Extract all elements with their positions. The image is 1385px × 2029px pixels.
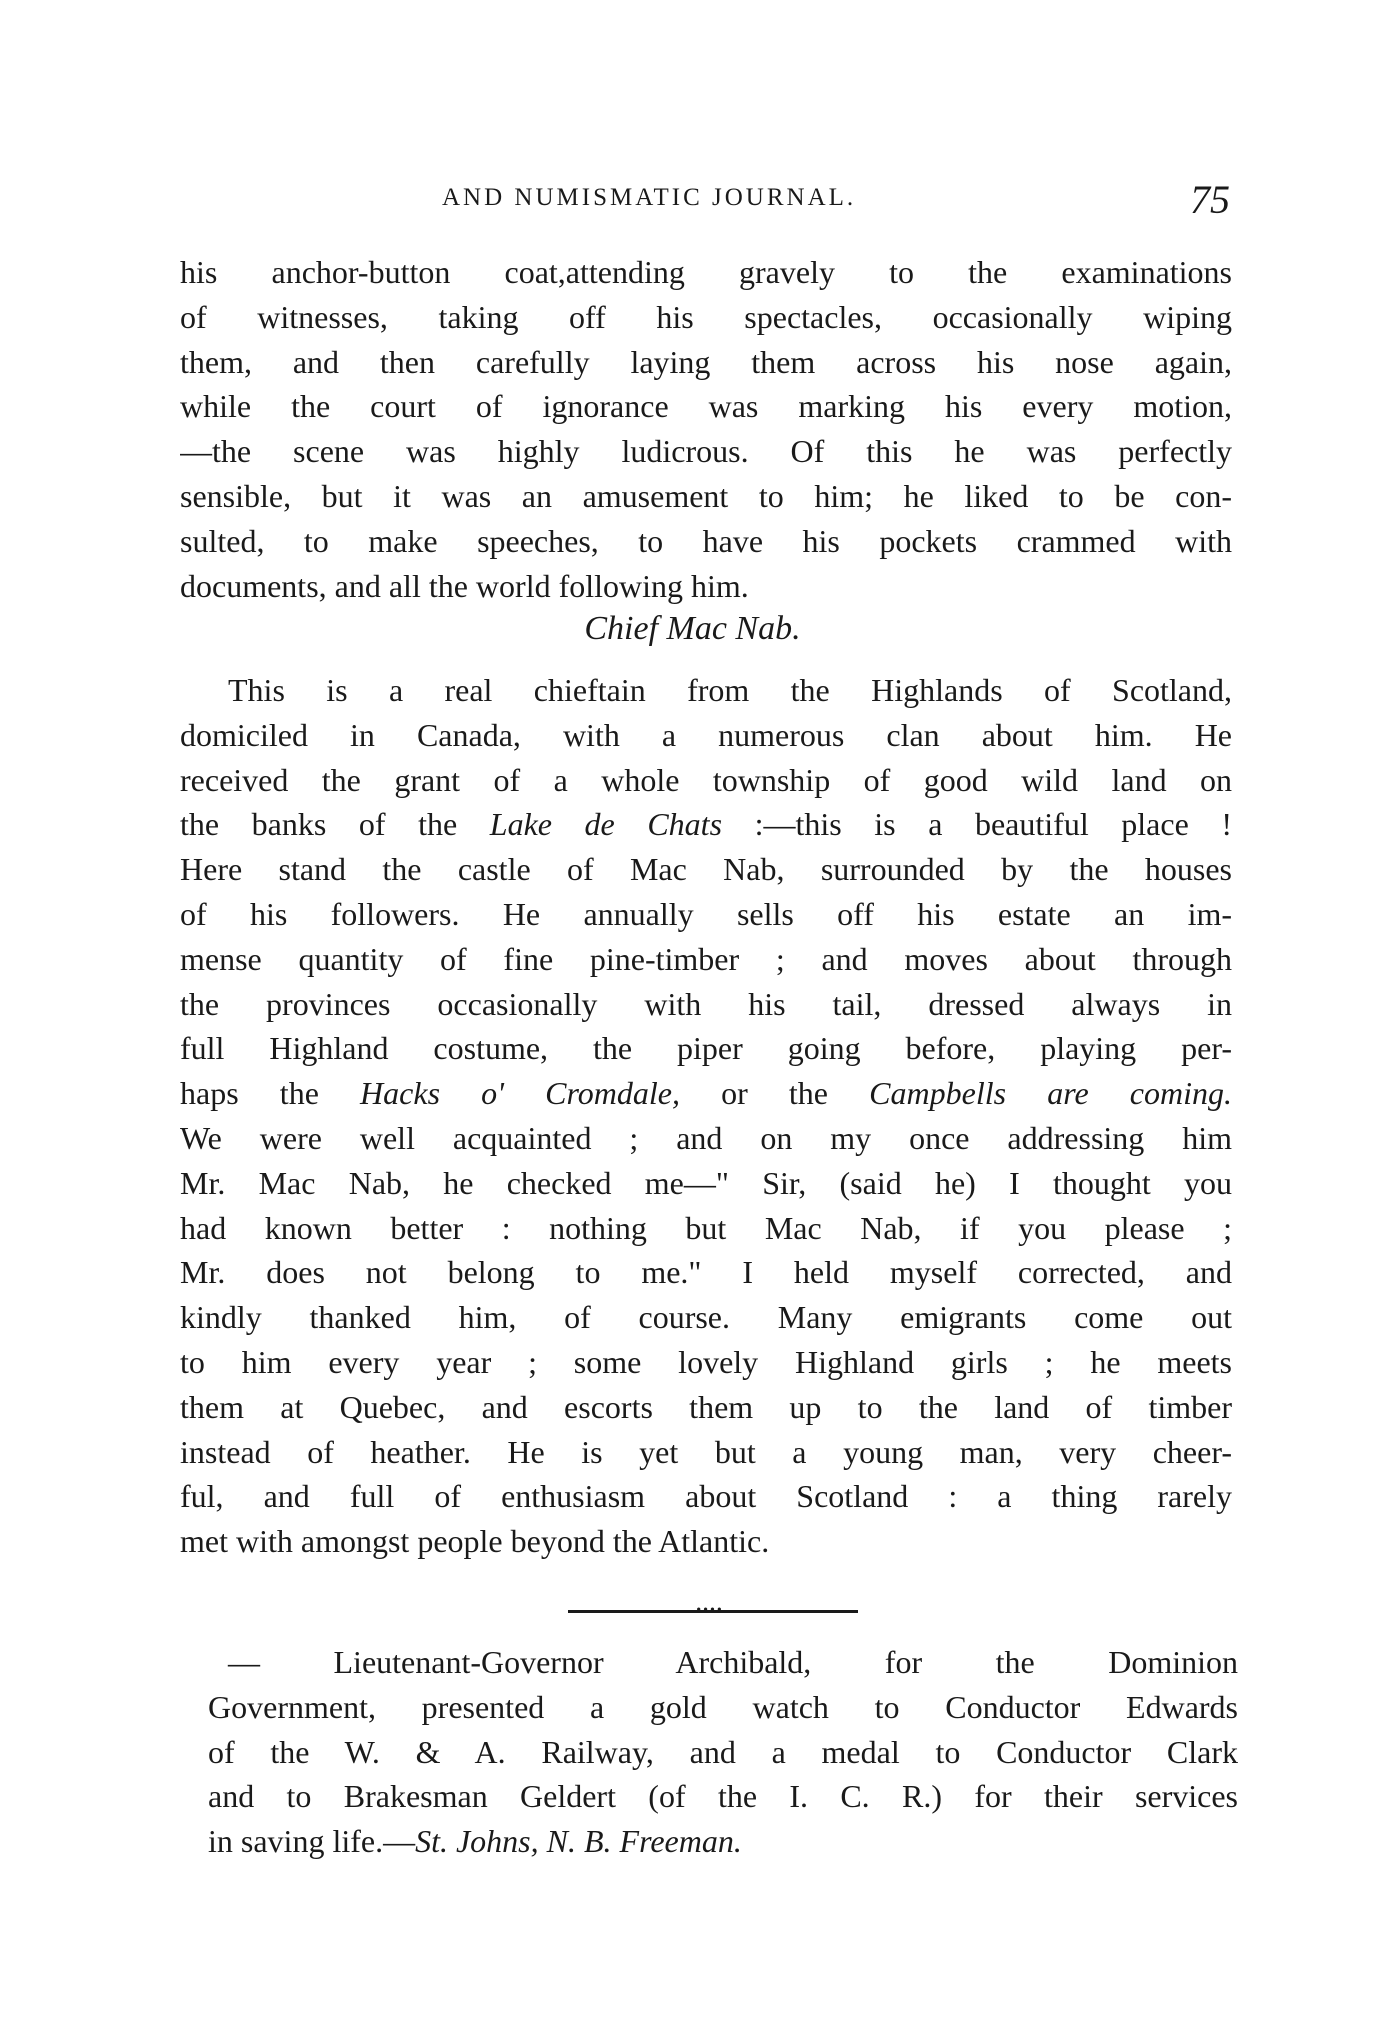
italic-source-citation: St. Johns, N. B. Freeman.	[415, 1823, 742, 1860]
text-line: met with amongst people beyond the Atlantic.	[180, 1523, 770, 1560]
text-line: Mr. does not belong to me." I held myself corrected, and	[180, 1254, 1232, 1291]
section-heading-chief-mac-nab: Chief Mac Nab.	[584, 610, 801, 647]
text-line: of witnesses, taking off his spectacles, occasionally wiping	[180, 298, 1232, 335]
text-line: ful, and full of enthusiasm about Scotland : a thing rarely	[180, 1478, 1232, 1515]
text-line: This is a real chieftain from the Highlands of Scotland,	[228, 672, 1232, 708]
text-line: Mr. Mac Nab, he checked me—" Sir, (said he) I thought you	[180, 1164, 1232, 1201]
paragraph-chief-mac-nab	[180, 668, 1232, 1564]
text-line	[180, 802, 1232, 847]
text-line: mense quantity of fine pine-timber ; and moves about through	[180, 940, 1232, 977]
text-line: sensible, but it was an amusement to him; he liked to be con-	[180, 477, 1232, 514]
text-line: — Lieutenant-Governor Archibald, for the Dominion	[228, 1644, 1238, 1680]
text-line: of his followers. He annually sells off his estate an im-	[180, 895, 1232, 932]
text-line: full Highland costume, the piper going before, playing per-	[180, 1030, 1232, 1067]
text-line: Government, presented a gold watch to Conductor Edwards	[208, 1688, 1238, 1725]
text-run: haps the	[180, 1075, 361, 1112]
text-line: kindly thanked him, of course. Many emigrants come out	[180, 1299, 1232, 1336]
running-title: AND NUMISMATIC JOURNAL.	[442, 184, 857, 211]
text-line: sulted, to make speeches, to have his pockets crammed with	[180, 522, 1232, 559]
text-run: in saving life.—	[208, 1823, 416, 1860]
text-line: instead of heather. He is yet but a young man, very cheer-	[180, 1433, 1232, 1470]
text-run: the banks of the	[180, 806, 490, 843]
text-line: to him every year ; some lovely Highland girls ; he meets	[180, 1343, 1232, 1380]
text-line: and to Brakesman Geldert (of the I. C. R.) for their services	[208, 1778, 1238, 1815]
running-header	[180, 176, 1240, 226]
text-line	[208, 1819, 1238, 1864]
text-line: We were well acquainted ; and on my once addressing him	[180, 1119, 1232, 1156]
text-line: Here stand the castle of Mac Nab, surrounded by the houses	[180, 851, 1232, 888]
italic-tune-title: Campbells are coming.	[869, 1075, 1232, 1112]
text-line: them, and then carefully laying them across his nose again,	[180, 343, 1232, 380]
text-line: domiciled in Canada, with a numerous clan about him. He	[180, 716, 1232, 753]
divider-ornament: ••••	[696, 1603, 724, 1618]
text-run: :—this is a beautiful place !	[722, 806, 1232, 843]
text-line: the provinces occasionally with his tail, dressed always in	[180, 985, 1232, 1022]
italic-place-name: Lake de Chats	[489, 806, 723, 843]
text-line: documents, and all the world following him.	[180, 567, 749, 604]
text-line: received the grant of a whole township of good wild land on	[180, 761, 1232, 798]
paragraph-news-item	[208, 1640, 1238, 1864]
text-line	[180, 1071, 1232, 1116]
text-line: them at Quebec, and escorts them up to the land of timber	[180, 1388, 1232, 1425]
page-number: 75	[1190, 177, 1230, 222]
italic-tune-title: Hacks o' Cromdale,	[360, 1075, 680, 1112]
text-run: or the	[679, 1075, 870, 1112]
paragraph-anchor-button-coat	[180, 250, 1232, 608]
text-line: —the scene was highly ludicrous. Of this he was perfectly	[180, 433, 1232, 470]
text-line: of the W. & A. Railway, and a medal to Conductor Clark	[208, 1733, 1238, 1770]
text-line: had known better : nothing but Mac Nab, if you please ;	[180, 1209, 1232, 1246]
text-line: while the court of ignorance was marking his every motion,	[180, 388, 1232, 425]
text-line: his anchor-button coat,attending gravely to the examinations	[180, 254, 1232, 290]
